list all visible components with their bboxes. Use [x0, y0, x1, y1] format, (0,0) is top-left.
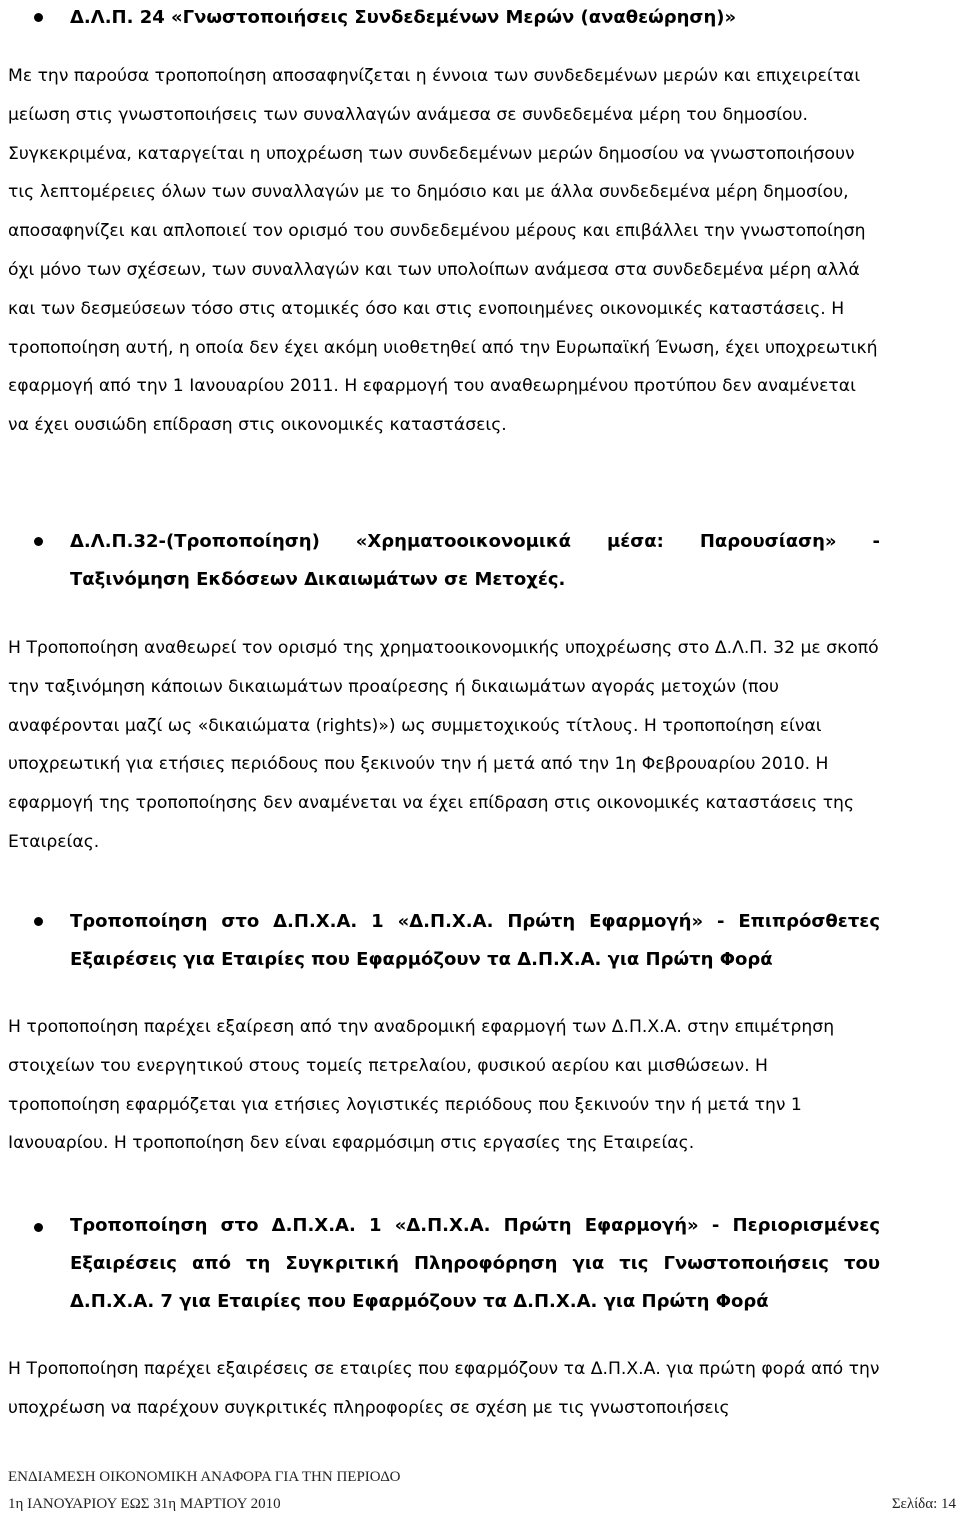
- section-body-2: Η Τροποποίηση αναθεωρεί τον ορισμό της χρηματοοικονομικής υποχρέωσης στο Δ.Λ.Π. 32 με σκοπό την ταξινόμηση κάποιων δικαιωμάτων προαίρεσης ή δικαιωμάτων αγοράς μετοχών (που αναφέρονται μαζί ως «δικαιώματα (rights)») ως συμμετοχικούς τίτλους. Η τροποποίηση είναι υποχρεωτική για ετήσιες περιόδους που ξεκινούν την ή μετά από την 1η Φεβρουαρίου 2010. Η εφαρμογή της τροποποίησης δεν αναμένεται να έχει επίδραση στις οικονομικές καταστάσεις της Εταιρείας.: [8, 638, 879, 852]
- page-number: Σελίδα: 14: [891, 1496, 956, 1512]
- section-body-1: Με την παρούσα τροποποίηση αποσαφηνίζεται η έννοια των συνδεδεμένων μερών και επιχειρείται μείωση στις γνωστοποιήσεις των συναλλαγών ανάμεσα σε συνδεδεμένα μέρη του δημοσίου. Συγκεκριμένα, καταργείται η υποχρέωση των συνδεδεμένων μερών δημοσίου να γνωστοποιήσουν τις λεπτομέρειες όλων των συναλλαγών με το δημόσιο και με άλλα συνδεδεμένα μέρη δημοσίου, αποσαφηνίζει και απλοποιεί τον ορισμό του συνδεδεμένου μέρους και επιβάλλει την γνωστοποίηση όχι μόνο των σχέσεων, των συναλλαγών και των υπολοίπων ανάμεσα στα συνδεδεμένα μέρη αλλά και των δεσμεύσεων τόσο στις ατομικές όσο και στις ενοποιημένες οικονομικές καταστάσεις. Η τροποποίηση αυτή, η οποία δεν έχει ακόμη υιοθετηθεί από την Ευρωπαϊκή Ένωση, έχει υποχρεωτική εφαρμογή από την 1 Ιανουαρίου 2011. Η εφαρμογή του αναθεωρημένου προτύπου δεν αναμένεται να έχει ουσιώδη επίδραση στις οικονομικές καταστάσεις.: [8, 66, 878, 436]
- section-heading-2: Δ.Λ.Π.32-(Τροποποίηση) «Χρηματοοικονομικά μέσα: Παρουσίαση» - Ταξινόμηση Εκδόσεων Δικαιωμάτων σε Μετοχές.: [70, 531, 880, 590]
- section-body-4: Η Τροποποίηση παρέχει εξαιρέσεις σε εταιρίες που εφαρμόζουν τα Δ.Π.Χ.Α. για πρώτη φορά από την υποχρέωση να παρέχουν συγκριτικές πληροφορίες σε σχέση με τις γνωστοποιήσεις: [8, 1359, 880, 1418]
- footer-period: 1η ΙΑΝΟΥΑΡΙΟΥ ΕΩΣ 31η ΜΑΡΤΙΟΥ 2010: [8, 1496, 281, 1512]
- section-heading-3: Τροποποίηση στο Δ.Π.Χ.Α. 1 «Δ.Π.Χ.Α. Πρώτη Εφαρμογή» - Επιπρόσθετες Εξαιρέσεις για Εταιρίες που Εφαρμόζουν τα Δ.Π.Χ.Α. για Πρώτη Φορά: [70, 911, 880, 970]
- section-heading-1: Δ.Λ.Π. 24 «Γνωστοποιήσεις Συνδεδεμένων Μερών (αναθεώρηση)»: [70, 7, 737, 28]
- section-heading-4: Τροποποίηση στο Δ.Π.Χ.Α. 1 «Δ.Π.Χ.Α. Πρώτη Εφαρμογή» - Περιορισμένες Εξαιρέσεις από τη Συγκριτική Πληροφόρηση για τις Γνωστοποιήσεις του Δ.Π.Χ.Α. 7 για Εταιρίες που Εφαρμόζουν τα Δ.Π.Χ.Α. για Πρώτη Φορά: [70, 1215, 880, 1312]
- footer-title: ΕΝΔΙΑΜΕΣΗ ΟΙΚΟΝΟΜΙΚΗ ΑΝΑΦΟΡΑ ΓΙΑ ΤΗΝ ΠΕΡΙΟΔΟ: [8, 1469, 401, 1485]
- bullet-icon: [34, 537, 43, 546]
- section-body-3: Η τροποποίηση παρέχει εξαίρεση από την αναδρομική εφαρμογή των Δ.Π.Χ.Α. στην επιμέτρηση στοιχείων του ενεργητικού στους τομείς πετρελαίου, φυσικού αερίου και μισθώσεων. Η τροποποίηση εφαρμόζεται για ετήσιες λογιστικές περιόδους που ξεκινούν την ή μετά την 1 Ιανουαρίου. Η τροποποίηση δεν είναι εφαρμόσιμη στις εργασίες της Εταιρείας.: [8, 1017, 835, 1154]
- bullet-icon: [34, 917, 43, 926]
- bullet-icon: [34, 13, 43, 22]
- bullet-icon: [34, 1223, 43, 1232]
